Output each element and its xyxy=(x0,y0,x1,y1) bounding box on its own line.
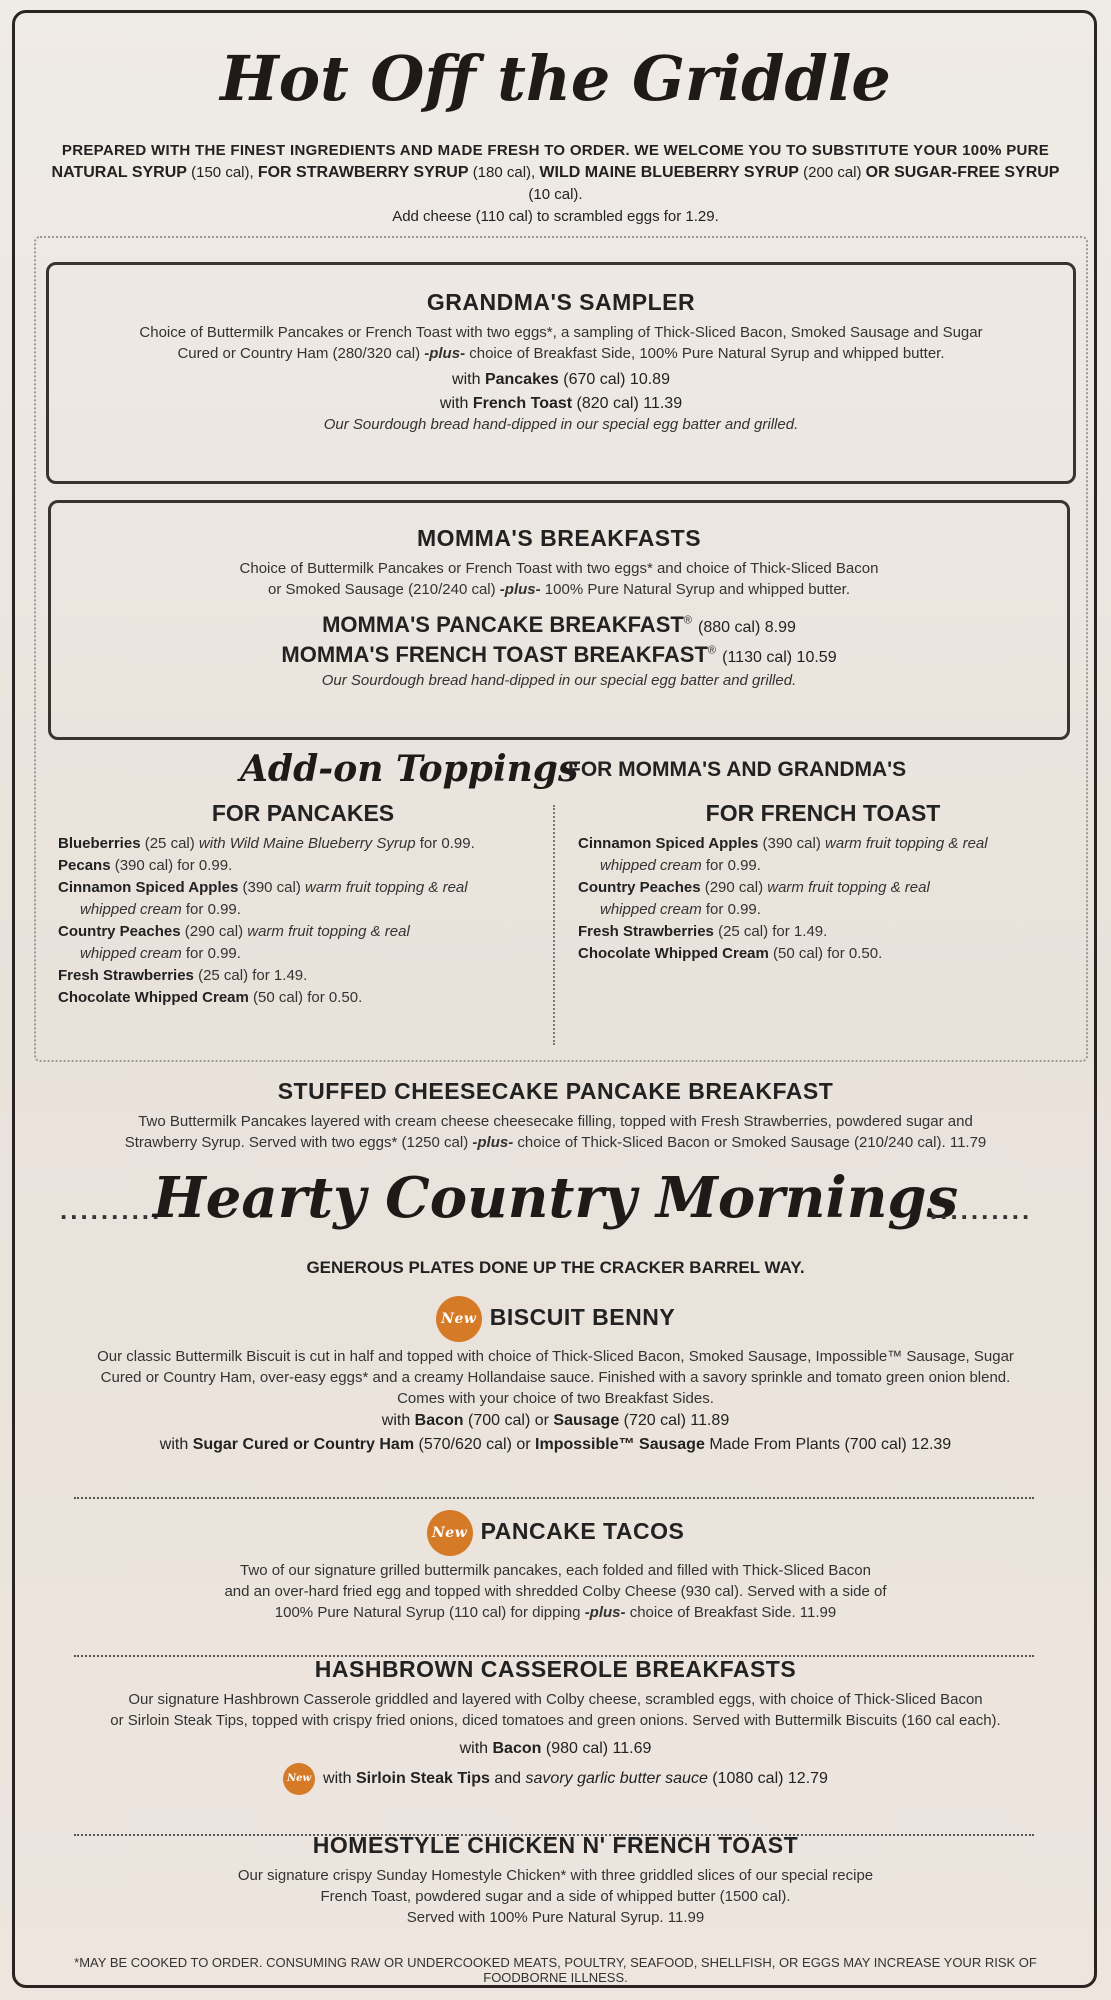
intro-strawberry-cal: (180 cal), xyxy=(472,164,536,181)
topping-note: warm fruit topping & real xyxy=(247,923,410,940)
mommas-desc-line-1: Choice of Buttermilk Pancakes or French Toast with two eggs* and choice of Thick-Sliced Bacon xyxy=(239,560,879,577)
page-title: Hot Off the Griddle xyxy=(220,42,891,115)
hashbrown-section xyxy=(50,1656,1061,1795)
grandmas-sampler-desc xyxy=(49,322,1073,364)
topping-item xyxy=(578,855,1068,877)
topping-item xyxy=(58,855,548,877)
topping-name: Chocolate Whipped Cream xyxy=(58,989,249,1006)
chicken-heading: HOMESTYLE CHICKEN N' FRENCH TOAST xyxy=(312,1832,799,1858)
mommas-pancake-breakfast xyxy=(51,612,1067,638)
french-toast-toppings-column xyxy=(578,800,1068,965)
topping-note: with Wild Maine Blueberry Syrup xyxy=(198,835,416,852)
french-toast-toppings-heading: FOR FRENCH TOAST xyxy=(705,800,941,826)
topping-name: Country Peaches xyxy=(58,923,181,940)
topping-cal: (25 cal) for 1.49. xyxy=(198,967,308,984)
pancake-tacos-desc xyxy=(50,1560,1061,1623)
topping-price: for 0.99. xyxy=(419,835,475,852)
biscuit-benny-heading-row xyxy=(50,1296,1061,1342)
hashbrown-desc-line-1: Our signature Hashbrown Casserole griddled and layered with Colby cheese, scrambled eggs, with choice of Thick-Sliced Bacon xyxy=(128,1691,983,1708)
intro-sugarfree-cal: (10 cal). xyxy=(528,186,583,203)
hashbrown-desc-line-2: or Sirloin Steak Tips, topped with crispy fried onions, diced tomatoes and green onions. Served with Buttermilk Biscuits (160 cal each). xyxy=(110,1712,1001,1729)
french-toast-toppings-list xyxy=(578,833,1068,965)
sirloin-steak-tips-label: Sirloin Steak Tips xyxy=(355,1770,490,1788)
topping-cal: (290 cal) xyxy=(184,923,244,940)
topping-item xyxy=(58,987,548,1009)
topping-item xyxy=(58,899,548,921)
topping-item xyxy=(578,943,1068,965)
addon-toppings-subtitle: FOR MOMMA'S AND GRANDMA'S xyxy=(568,758,907,781)
bacon-cal: (700 cal) or xyxy=(468,1412,549,1429)
intro-line-1: PREPARED WITH THE FINEST INGREDIENTS AND MADE FRESH TO ORDER. WE WELCOME YOU TO SUBSTITUTE YOUR 100% PURE xyxy=(61,142,1050,159)
topping-item xyxy=(578,899,1068,921)
topping-price: for 0.99. xyxy=(185,901,241,918)
topping-note: whipped cream xyxy=(80,945,182,962)
topping-note: whipped cream xyxy=(80,901,182,918)
pancake-tacos-desc-line-3 xyxy=(50,1602,1061,1623)
topping-cal: (390 cal) for 0.99. xyxy=(114,857,233,874)
mommas-french-toast-breakfast-name: MOMMA'S FRENCH TOAST BREAKFAST xyxy=(281,642,708,667)
topping-cal: (390 cal) xyxy=(762,835,821,852)
chicken-desc xyxy=(50,1865,1061,1928)
new-badge-icon: New xyxy=(283,1763,315,1795)
grandmas-sampler-box xyxy=(46,262,1076,484)
hearty-dots-left: .......... xyxy=(60,1195,163,1225)
hashbrown-heading: HASHBROWN CASSEROLE BREAKFASTS xyxy=(314,1656,797,1682)
with-label: with xyxy=(459,1740,489,1757)
biscuit-benny-desc xyxy=(50,1346,1061,1409)
grandmas-sampler-desc-line-2 xyxy=(49,343,1073,364)
chicken-desc-line-3: Served with 100% Pure Natural Syrup. 11.99 xyxy=(406,1909,705,1926)
mommas-desc-2a: or Smoked Sausage (210/240 cal) xyxy=(267,581,496,598)
bacon-label: Bacon xyxy=(414,1412,464,1429)
biscuit-benny-desc-line-1: Our classic Buttermilk Biscuit is cut in half and topped with choice of Thick-Sliced Bacon, Smoked Sausage, Impossible™ Sausage, Sugar xyxy=(97,1348,1014,1365)
new-badge-icon: New xyxy=(427,1510,473,1556)
topping-name: Fresh Strawberries xyxy=(578,923,714,940)
cheesecake-desc xyxy=(50,1111,1061,1153)
bacon-price: (980 cal) 11.69 xyxy=(545,1740,652,1757)
topping-name: Cinnamon Spiced Apples xyxy=(58,879,239,896)
topping-name: Fresh Strawberries xyxy=(58,967,194,984)
mommas-breakfasts-desc xyxy=(51,558,1067,600)
intro-natural-syrup: NATURAL SYRUP xyxy=(51,164,187,181)
plus-label: -plus- xyxy=(499,581,541,598)
hearty-title: Hearty Country Mornings xyxy=(152,1165,959,1231)
topping-name: Pecans xyxy=(58,857,111,874)
impossible-sausage-label: Impossible™ Sausage xyxy=(535,1436,705,1453)
biscuit-benny-desc-line-3: Comes with your choice of two Breakfast Sides. xyxy=(397,1390,714,1407)
biscuit-benny-section xyxy=(50,1296,1061,1457)
and-label: and xyxy=(494,1770,522,1788)
grandmas-sampler-pancakes-price xyxy=(49,368,1073,392)
section-divider xyxy=(74,1497,1034,1499)
cheesecake-section xyxy=(50,1078,1061,1153)
biscuit-benny-heading: BISCUIT BENNY xyxy=(489,1304,676,1331)
chicken-section xyxy=(50,1832,1061,1928)
topping-cal: (390 cal) xyxy=(242,879,301,896)
sausage-price: (720 cal) 11.89 xyxy=(623,1412,730,1429)
topping-cal: (25 cal) for 1.49. xyxy=(718,923,828,940)
topping-item xyxy=(58,833,548,855)
grandmas-sampler-desc-line-1: Choice of Buttermilk Pancakes or French Toast with two eggs*, a sampling of Thick-Sliced Bacon, Smoked Sausage and Sugar xyxy=(139,324,983,341)
plus-label: -plus- xyxy=(584,1604,626,1621)
intro-blueberry-syrup: WILD MAINE BLUEBERRY SYRUP xyxy=(539,164,799,181)
cheesecake-desc-line-2 xyxy=(50,1132,1061,1153)
sausage-label: Sausage xyxy=(553,1412,620,1429)
intro-natural-cal: (150 cal), xyxy=(191,164,254,181)
cheesecake-desc-line-1: Two Buttermilk Pancakes layered with cream cheese cheesecake filling, topped with Fresh Strawberries, powdered sugar and xyxy=(138,1113,973,1130)
cheesecake-heading: STUFFED CHEESECAKE PANCAKE BREAKFAST xyxy=(277,1078,834,1104)
biscuit-benny-desc-line-2: Cured or Country Ham, over-easy eggs* and a creamy Hollandaise sauce. Finished with a savory sprinkle and tomato green onion blend. xyxy=(100,1369,1011,1386)
addon-toppings-title: Add-on Toppings xyxy=(240,748,579,790)
mommas-note: Our Sourdough bread hand-dipped in our special egg batter and grilled. xyxy=(321,672,797,689)
french-toast-price: (820 cal) 11.39 xyxy=(576,395,683,412)
mommas-french-toast-breakfast-price: (1130 cal) 10.59 xyxy=(722,649,837,666)
pancake-tacos-section xyxy=(50,1510,1061,1623)
intro-strawberry-syrup: FOR STRAWBERRY SYRUP xyxy=(257,164,469,181)
topping-note: warm fruit topping & real xyxy=(305,879,468,896)
pancake-toppings-column xyxy=(58,800,548,1009)
chicken-desc-line-1: Our signature crispy Sunday Homestyle Chicken* with three griddled slices of our special recipe xyxy=(237,1867,874,1884)
topping-note: whipped cream xyxy=(600,857,702,874)
hearty-dots-right: .......... xyxy=(930,1195,1033,1225)
french-toast-label: French Toast xyxy=(472,395,573,412)
with-label: with xyxy=(323,1770,352,1788)
topping-price: for 0.99. xyxy=(705,857,761,874)
pancake-tacos-desc-line-1: Two of our signature grilled buttermilk pancakes, each folded and filled with Thick-Sliced Bacon xyxy=(240,1562,871,1579)
mommas-desc-2b: 100% Pure Natural Syrup and whipped butter. xyxy=(544,581,850,598)
pancakes-price: (670 cal) 10.89 xyxy=(563,371,670,388)
topping-note: warm fruit topping & real xyxy=(825,835,988,852)
cheesecake-desc-2a: Strawberry Syrup. Served with two eggs* (1250 cal) xyxy=(124,1134,469,1151)
pancake-toppings-list xyxy=(58,833,548,1009)
topping-note: whipped cream xyxy=(600,901,702,918)
biscuit-benny-price-2 xyxy=(50,1433,1061,1457)
footnote: *MAY BE COOKED TO ORDER. CONSUMING RAW OR UNDERCOOKED MEATS, POULTRY, SEAFOOD, SHELLFISH, OR EGGS MAY INCREASE YOUR RISK OF FOODBORNE ILLNESS. xyxy=(74,1955,1037,1985)
topping-item xyxy=(578,877,1068,899)
plus-label: -plus- xyxy=(424,345,466,362)
topping-price: for 0.99. xyxy=(185,945,241,962)
cheesecake-desc-2b: choice of Thick-Sliced Bacon or Smoked Sausage (210/240 cal). 11.79 xyxy=(517,1134,987,1151)
toppings-divider xyxy=(553,805,555,1045)
topping-item xyxy=(58,943,548,965)
topping-cal: (290 cal) xyxy=(704,879,764,896)
grandmas-sampler-french-toast-price xyxy=(49,392,1073,416)
mommas-french-toast-breakfast xyxy=(51,642,1067,668)
intro-sugarfree-syrup: OR SUGAR-FREE SYRUP xyxy=(865,164,1060,181)
mommas-desc-line-2 xyxy=(51,579,1067,600)
with-label: with xyxy=(439,395,469,412)
hashbrown-desc xyxy=(50,1689,1061,1731)
registered-mark: ® xyxy=(707,644,717,657)
topping-price: for 0.99. xyxy=(705,901,761,918)
topping-item xyxy=(58,965,548,987)
intro-line-3: Add cheese (110 cal) to scrambled eggs for 1.29. xyxy=(392,208,719,225)
topping-item xyxy=(578,921,1068,943)
topping-name: Blueberries xyxy=(58,835,141,852)
topping-item xyxy=(58,877,548,899)
pancake-tacos-desc-line-2: and an over-hard fried egg and topped with shredded Colby Cheese (930 cal). Served with a side of xyxy=(224,1583,887,1600)
pancake-toppings-heading: FOR PANCAKES xyxy=(211,800,395,826)
mommas-breakfasts-heading: MOMMA'S BREAKFASTS xyxy=(416,525,702,551)
new-badge-icon: New xyxy=(436,1296,482,1342)
bacon-label: Bacon xyxy=(492,1740,542,1757)
grandmas-sampler-heading: GRANDMA'S SAMPLER xyxy=(426,289,696,315)
grandmas-sampler-desc-2b: choice of Breakfast Side, 100% Pure Natural Syrup and whipped butter. xyxy=(469,345,945,362)
topping-cal: (50 cal) for 0.50. xyxy=(773,945,883,962)
mommas-breakfasts-box xyxy=(48,500,1070,740)
pancake-tacos-heading: PANCAKE TACOS xyxy=(480,1518,685,1545)
intro-text xyxy=(40,140,1071,228)
topping-item xyxy=(578,833,1068,855)
mommas-pancake-breakfast-price: (880 cal) 8.99 xyxy=(698,619,796,636)
topping-item xyxy=(58,921,548,943)
intro-blueberry-cal: (200 cal) xyxy=(803,164,862,181)
biscuit-benny-price-1 xyxy=(50,1409,1061,1433)
topping-name: Cinnamon Spiced Apples xyxy=(578,835,759,852)
intro-line-2 xyxy=(40,162,1071,206)
garlic-butter-sauce-label: savory garlic butter sauce xyxy=(525,1770,708,1788)
sirloin-price: (1080 cal) 12.79 xyxy=(712,1770,828,1788)
ham-label: Sugar Cured or Country Ham xyxy=(192,1436,415,1453)
grandmas-sampler-note: Our Sourdough bread hand-dipped in our special egg batter and grilled. xyxy=(323,416,799,433)
hashbrown-bacon-price xyxy=(50,1737,1061,1761)
grandmas-sampler-desc-2a: Cured or Country Ham (280/320 cal) xyxy=(177,345,421,362)
pancake-tacos-desc-3a: 100% Pure Natural Syrup (110 cal) for dipping xyxy=(274,1604,581,1621)
topping-name: Chocolate Whipped Cream xyxy=(578,945,769,962)
mommas-pancake-breakfast-name: MOMMA'S PANCAKE BREAKFAST xyxy=(322,612,684,637)
plus-label: -plus- xyxy=(472,1134,514,1151)
topping-cal: (50 cal) for 0.50. xyxy=(253,989,363,1006)
registered-mark: ® xyxy=(683,614,692,627)
with-label: with xyxy=(381,1412,411,1429)
topping-note: warm fruit topping & real xyxy=(767,879,930,896)
pancake-tacos-desc-3b: choice of Breakfast Side. 11.99 xyxy=(629,1604,837,1621)
impossible-sausage-price: Made From Plants (700 cal) 12.39 xyxy=(709,1436,952,1453)
topping-cal: (25 cal) xyxy=(144,835,195,852)
chicken-desc-line-2: French Toast, powdered sugar and a side of whipped butter (1500 cal). xyxy=(320,1888,791,1905)
topping-name: Country Peaches xyxy=(578,879,701,896)
ham-cal: (570/620 cal) or xyxy=(418,1436,531,1453)
pancakes-label: Pancakes xyxy=(484,371,559,388)
with-label: with xyxy=(159,1436,189,1453)
hashbrown-steak-price xyxy=(50,1763,1061,1795)
hearty-subtitle: GENEROUS PLATES DONE UP THE CRACKER BARREL WAY. xyxy=(306,1258,805,1277)
pancake-tacos-heading-row xyxy=(50,1510,1061,1556)
with-label: with xyxy=(452,371,481,388)
